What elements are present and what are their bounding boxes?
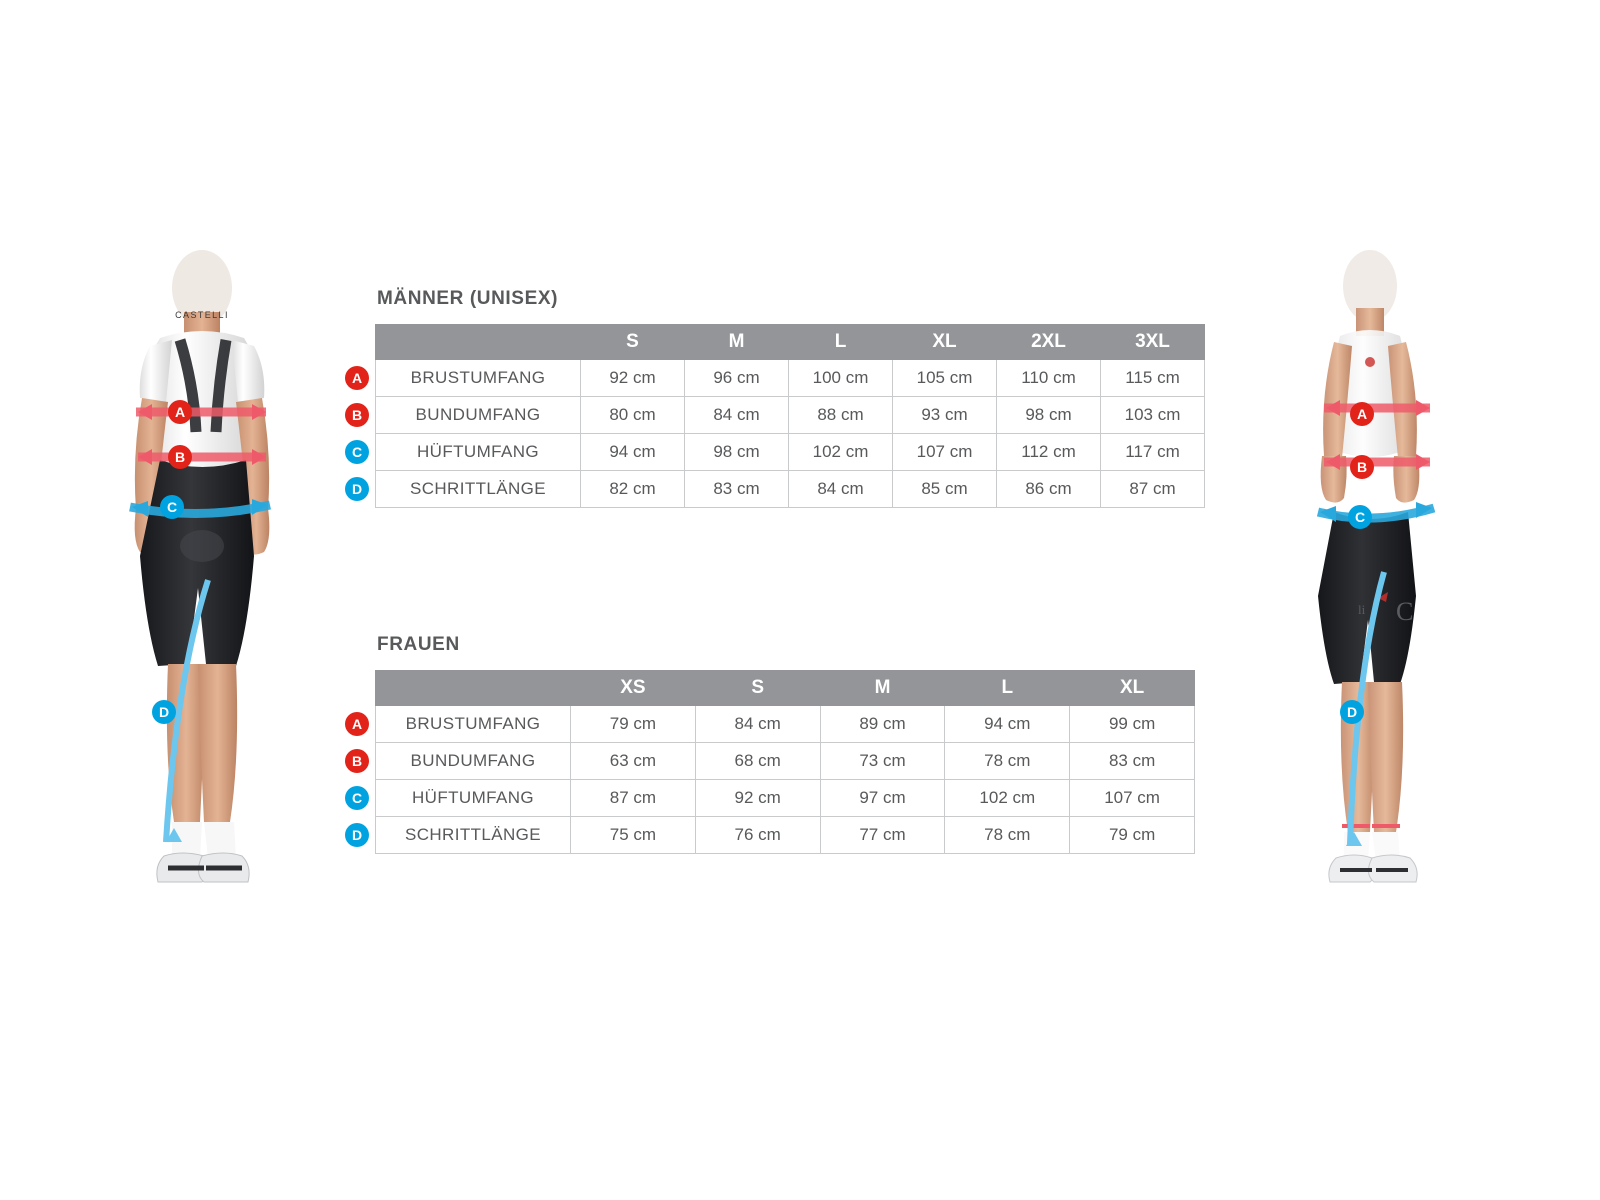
men-size-table (375, 324, 1205, 508)
women-measurement-cell: 84 cm (695, 706, 820, 743)
women-header-row (376, 671, 1195, 706)
men-measurement-cell: 84 cm (685, 397, 789, 434)
men-measurement-cell: 117 cm (1101, 434, 1205, 471)
women-measurement-cell: 92 cm (695, 780, 820, 817)
men-measurement-cell: 96 cm (685, 360, 789, 397)
male-cyclist-figure (80, 250, 350, 900)
women-size-table (375, 670, 1195, 854)
women-table-head (376, 671, 1195, 706)
men-column-header: XL (893, 325, 997, 360)
women-measurement-cell: 79 cm (1070, 817, 1195, 854)
women-measurement-cell: 68 cm (695, 743, 820, 780)
men-table-body (376, 360, 1205, 508)
men-measurement-cell: 88 cm (789, 397, 893, 434)
men-header-row (376, 325, 1205, 360)
men-measurement-cell: 110 cm (997, 360, 1101, 397)
women-size-table-block (351, 634, 1195, 854)
female-badge-a: A (1350, 402, 1374, 426)
men-column-header: L (789, 325, 893, 360)
women-measurement-cell: 102 cm (945, 780, 1070, 817)
men-measurement-cell: 94 cm (581, 434, 685, 471)
men-measurement-cell: 87 cm (1101, 471, 1205, 508)
women-marker-d: D (345, 823, 369, 847)
women-row-label: BRUSTUMFANG (376, 706, 571, 743)
men-measurement-cell: 83 cm (685, 471, 789, 508)
female-badge-c: C (1348, 505, 1372, 529)
women-measurement-cell: 78 cm (945, 817, 1070, 854)
men-table-row (376, 471, 1205, 508)
men-measurement-cell: 102 cm (789, 434, 893, 471)
men-measurement-cell: 98 cm (685, 434, 789, 471)
men-measurement-cell: 82 cm (581, 471, 685, 508)
women-measurement-cell: 87 cm (571, 780, 696, 817)
women-measurement-cell: 76 cm (695, 817, 820, 854)
jersey-brand-text: CASTELLI (175, 310, 229, 320)
men-measurement-cell: 112 cm (997, 434, 1101, 471)
svg-text:li: li (1358, 602, 1366, 617)
women-marker-b: B (345, 749, 369, 773)
men-measurement-cell: 93 cm (893, 397, 997, 434)
women-measurement-cell: 77 cm (820, 817, 945, 854)
men-measurement-cell: 84 cm (789, 471, 893, 508)
female-figure-illustration (1260, 250, 1490, 900)
women-row-label: SCHRITTLÄNGE (376, 817, 571, 854)
men-table-title: MÄNNER (UNISEX) (377, 288, 559, 309)
women-measurement-cell: 97 cm (820, 780, 945, 817)
men-measurement-cell: 105 cm (893, 360, 997, 397)
svg-text:C: C (1396, 597, 1414, 626)
female-badge-b: B (1350, 455, 1374, 479)
women-measurement-cell: 78 cm (945, 743, 1070, 780)
women-marker-c: C (345, 786, 369, 810)
men-row-label: BUNDUMFANG (376, 397, 581, 434)
female-cyclist-figure (1260, 250, 1490, 900)
women-column-header: L (945, 671, 1070, 706)
male-figure-illustration (80, 250, 350, 900)
female-badge-d: D (1340, 700, 1364, 724)
women-measurement-cell: 79 cm (571, 706, 696, 743)
women-measurement-cell: 83 cm (1070, 743, 1195, 780)
men-measurement-cell: 107 cm (893, 434, 997, 471)
male-badge-a: A (168, 400, 192, 424)
women-measurement-cell: 89 cm (820, 706, 945, 743)
women-measurement-cell: 63 cm (571, 743, 696, 780)
women-measurement-cell: 99 cm (1070, 706, 1195, 743)
men-column-header: M (685, 325, 789, 360)
women-table-row (376, 817, 1195, 854)
women-table-row (376, 743, 1195, 780)
men-table-row (376, 434, 1205, 471)
male-badge-d: D (152, 700, 176, 724)
men-table-row (376, 397, 1205, 434)
women-column-header: S (695, 671, 820, 706)
men-table-row (376, 360, 1205, 397)
male-badge-c: C (160, 495, 184, 519)
women-column-header: XS (571, 671, 696, 706)
women-measurement-cell: 94 cm (945, 706, 1070, 743)
men-marker-a: A (345, 366, 369, 390)
women-table-row (376, 780, 1195, 817)
women-measurement-cell: 75 cm (571, 817, 696, 854)
women-marker-a: A (345, 712, 369, 736)
men-measurement-cell: 80 cm (581, 397, 685, 434)
women-table-row (376, 706, 1195, 743)
men-marker-b: B (345, 403, 369, 427)
women-header-blank (376, 671, 571, 706)
men-row-label: BRUSTUMFANG (376, 360, 581, 397)
men-row-label: SCHRITTLÄNGE (376, 471, 581, 508)
men-size-table-block (351, 288, 1205, 508)
men-column-header: 3XL (1101, 325, 1205, 360)
men-marker-c: C (345, 440, 369, 464)
men-header-blank (376, 325, 581, 360)
men-measurement-cell: 115 cm (1101, 360, 1205, 397)
men-measurement-cell: 98 cm (997, 397, 1101, 434)
men-marker-d: D (345, 477, 369, 501)
men-measurement-cell: 103 cm (1101, 397, 1205, 434)
women-measurement-cell: 107 cm (1070, 780, 1195, 817)
women-measurement-cell: 73 cm (820, 743, 945, 780)
women-row-label: HÜFTUMFANG (376, 780, 571, 817)
women-table-body (376, 706, 1195, 854)
men-measurement-cell: 85 cm (893, 471, 997, 508)
men-column-header: 2XL (997, 325, 1101, 360)
men-table-head (376, 325, 1205, 360)
men-measurement-cell: 92 cm (581, 360, 685, 397)
women-column-header: M (820, 671, 945, 706)
men-measurement-cell: 86 cm (997, 471, 1101, 508)
men-measurement-cell: 100 cm (789, 360, 893, 397)
men-column-header: S (581, 325, 685, 360)
men-row-label: HÜFTUMFANG (376, 434, 581, 471)
male-badge-b: B (168, 445, 192, 469)
women-column-header: XL (1070, 671, 1195, 706)
women-table-title: FRAUEN (377, 634, 460, 655)
women-row-label: BUNDUMFANG (376, 743, 571, 780)
